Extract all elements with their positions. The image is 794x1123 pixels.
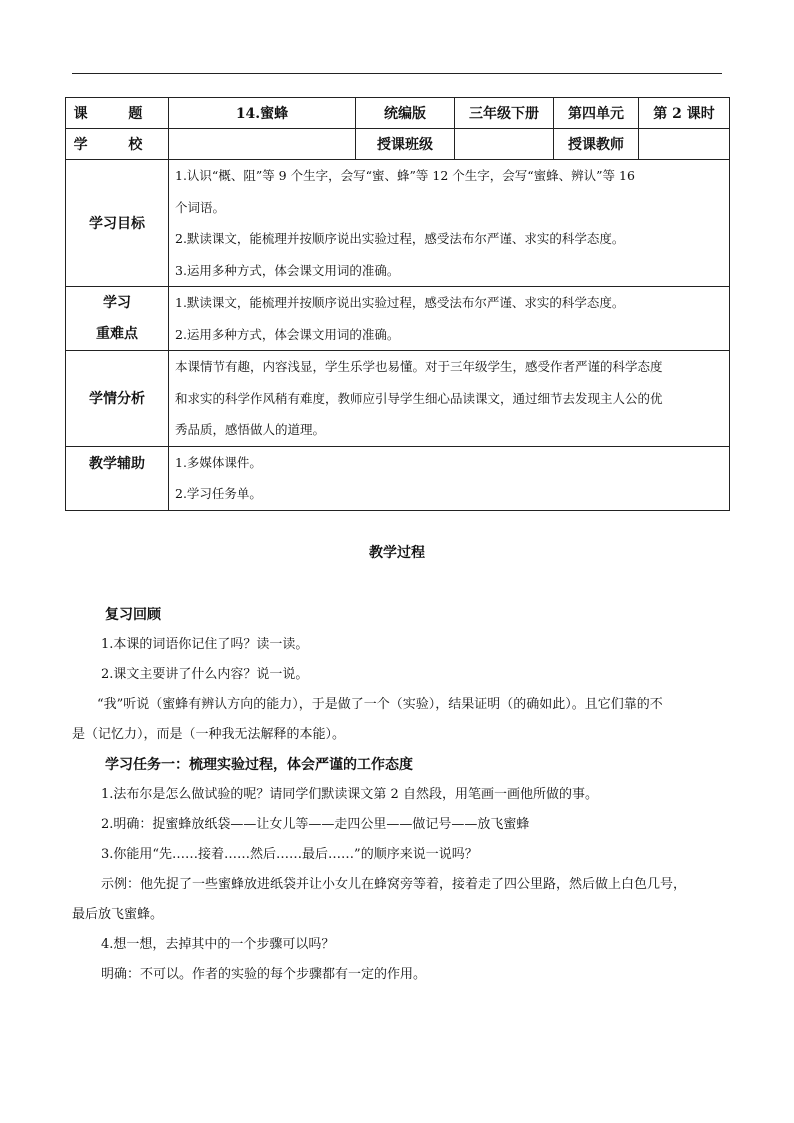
teacher-value (639, 129, 730, 160)
goals-line: 2.默读课文，能梳理并按顺序说出实验过程，感受法布尔严谨、求实的科学态度。 (175, 231, 625, 246)
table-row-title (66, 98, 730, 129)
goals-line: 个词语。 (175, 199, 226, 215)
label-school: 学 校 (66, 129, 169, 160)
goals-line: 3.运用多种方式，体会课文用词的准确。 (175, 262, 400, 278)
label-analysis: 学情分析 (66, 351, 169, 447)
table-row-school (66, 129, 730, 160)
aids-line: 1.多媒体课件。 (175, 454, 262, 470)
analysis-line: 和求实的科学作风稍有难度，教师应引导学生细心品读课文，通过细节去发现主人公的优 (175, 390, 663, 406)
task1-question: 4.想一想，去掉其中的一个步骤可以吗？ (101, 937, 335, 952)
edition: 统编版 (356, 98, 455, 129)
goals-content (169, 160, 730, 287)
teaching-process-title: 教学过程 (369, 545, 425, 561)
table-row-aids (66, 446, 730, 510)
review-question: 1.本课的词语你记住了吗？读一读。 (101, 637, 309, 652)
label-difficulties-line1: 学习 (103, 294, 131, 311)
lesson-name: 14.蜜蜂 (169, 98, 356, 129)
label-teacher: 授课教师 (554, 129, 639, 160)
aids-content (169, 446, 730, 510)
teaching-process-body (72, 600, 731, 990)
analysis-line: 秀品质，感悟做人的道理。 (175, 422, 326, 437)
label-difficulties-line2: 重难点 (96, 325, 138, 342)
label-lesson-title: 课 题 (66, 98, 169, 129)
aids-line: 2.学习任务单。 (175, 486, 262, 501)
task1-question: 2.明确：捉蜜蜂放纸袋——让女儿等——走四公里——做记号——放飞蜜蜂 (101, 817, 530, 832)
goals-line: 1.认识“概、阻”等 9 个生字，会写“蜜、蜂”等 12 个生字，会写“蜜蜂、辨认”等 16 (175, 168, 635, 183)
difficulties-content (169, 287, 730, 351)
difficulties-line: 2.运用多种方式，体会课文用词的准确。 (175, 326, 400, 342)
review-question: 2.课文主要讲了什么内容？说一说。 (101, 667, 309, 682)
page-header-rule (72, 73, 722, 74)
unit: 第四单元 (554, 98, 639, 129)
review-answer: 是（记忆力），而是（一种我无法解释的本能）。 (72, 727, 346, 742)
label-goals: 学习目标 (66, 160, 169, 287)
task1-example: 最后放飞蜜蜂。 (72, 907, 164, 922)
task1-answer: 明确：不可以。作者的实验的每个步骤都有一定的作用。 (101, 967, 427, 982)
task1-heading: 学习任务一：梳理实验过程，体会严谨的工作态度 (105, 757, 413, 773)
school-value (169, 129, 356, 160)
analysis-content (169, 351, 730, 447)
class-value (455, 129, 554, 160)
label-class: 授课班级 (356, 129, 455, 160)
task1-example: 示例：他先捉了一些蜜蜂放进纸袋并让小女儿在蜂窝旁等着，接着走了四公里路，然后做上白色几号， (101, 877, 687, 892)
review-heading: 复习回顾 (105, 607, 161, 623)
period: 第 2 课时 (639, 98, 730, 129)
table-row-difficulties (66, 287, 730, 351)
lesson-plan-table (65, 97, 730, 511)
analysis-line: 本课情节有趣，内容浅显，学生乐学也易懂。对于三年级学生，感受作者严谨的科学态度 (175, 359, 663, 374)
task1-question: 1.法布尔是怎么做试验的呢？请同学们默读课文第 2 自然段，用笔画一画他所做的事。 (101, 787, 598, 802)
label-aids: 教学辅助 (66, 446, 169, 510)
difficulties-line: 1.默读课文，能梳理并按顺序说出实验过程，感受法布尔严谨、求实的科学态度。 (175, 295, 625, 310)
grade: 三年级下册 (455, 98, 554, 129)
review-answer: “我”听说（蜜蜂有辨认方向的能力），于是做了一个（实验），结果证明（的确如此）。且它们靠的不 (97, 697, 663, 712)
task1-question: 3.你能用“先……接着……然后……最后……”的顺序来说一说吗？ (101, 847, 478, 862)
table-row-analysis (66, 351, 730, 447)
table-row-goals (66, 160, 730, 287)
label-difficulties (66, 287, 169, 351)
